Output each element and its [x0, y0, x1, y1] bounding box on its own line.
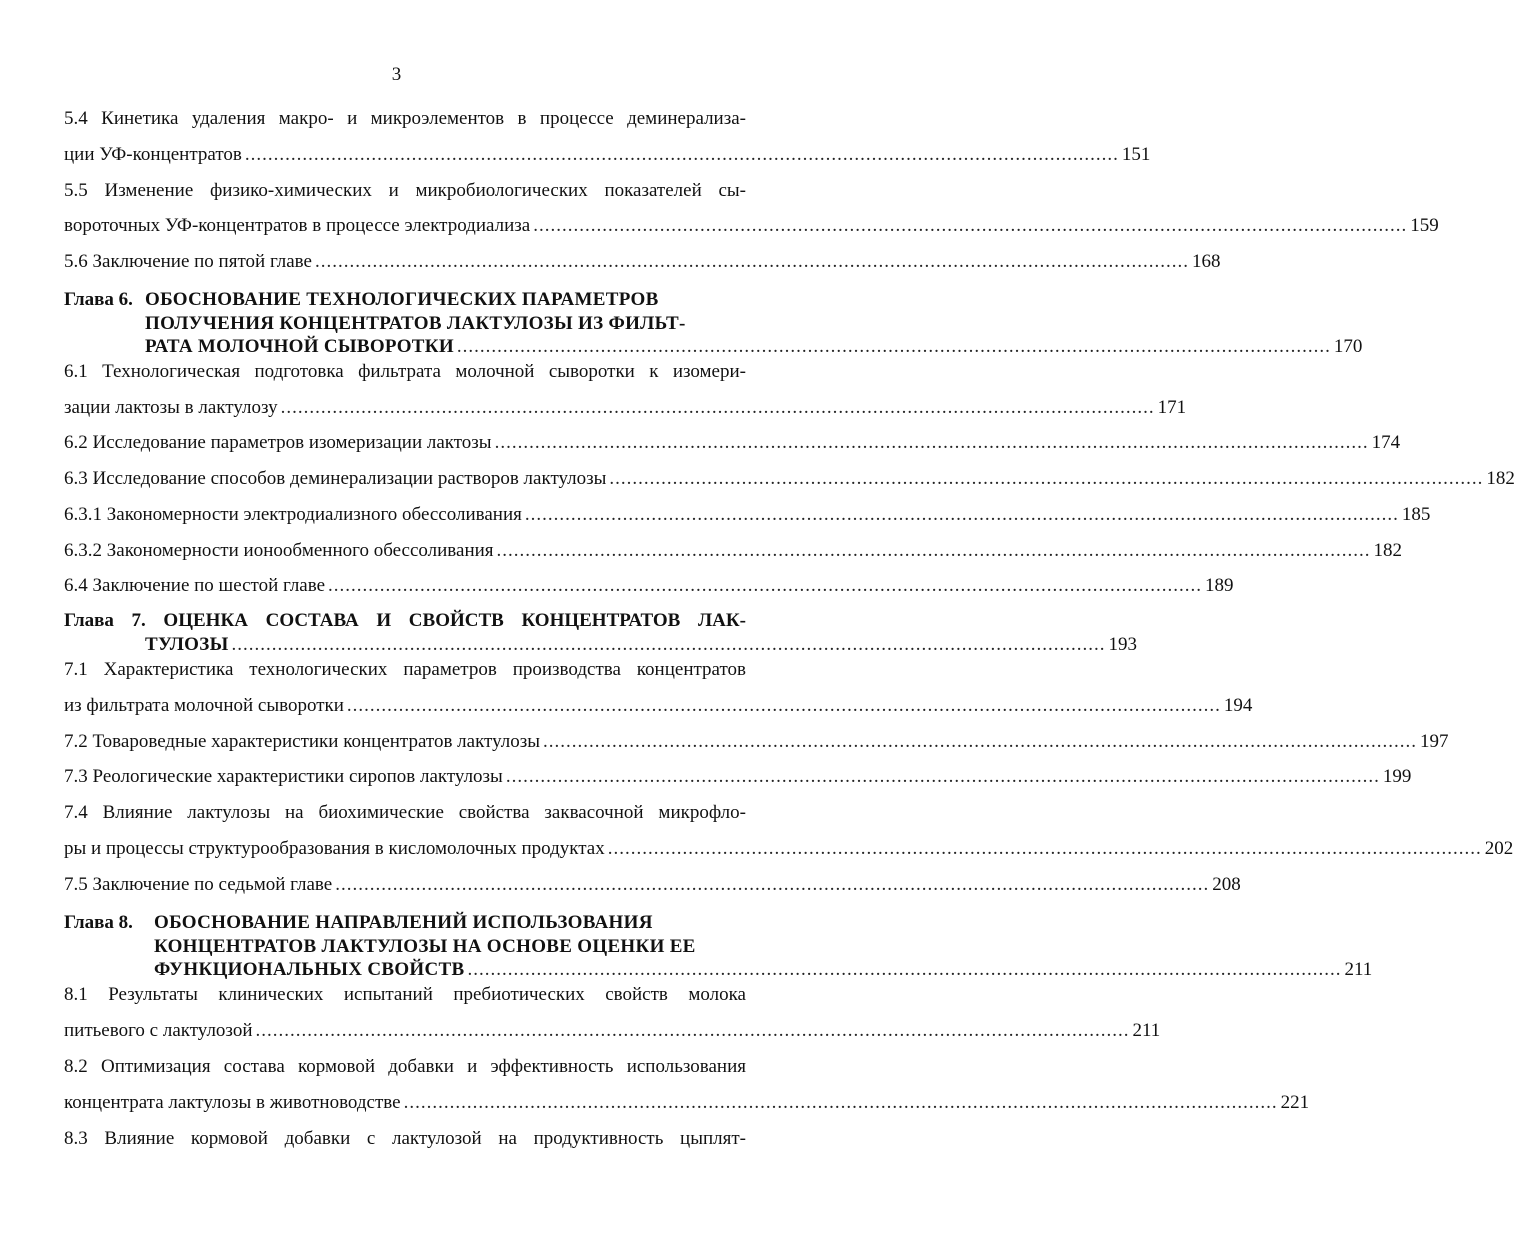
toc-entry-text: 7.3 Реологические характеристики сиропов лактулозы [64, 766, 503, 787]
dot-leader: ........................................................................................................................................................ [335, 874, 1210, 895]
toc-entry-text: 6.2 Исследование параметров изомеризации лактозы [64, 432, 492, 453]
toc-entry-text: из фильтрата молочной сыворотки [64, 695, 344, 716]
toc-chapter-7-line2 [145, 633, 1138, 657]
toc-page-number: 211 [1132, 1020, 1161, 1041]
dot-leader: ........................................................................................................................................................ [255, 1020, 1130, 1041]
chapter-title: ОБОСНОВАНИЕ НАПРАВЛЕНИЙ ИСПОЛЬЗОВАНИЯ [154, 912, 653, 933]
dot-leader: ........................................................................................................................................................ [494, 432, 1369, 453]
toc-page-number: 189 [1205, 575, 1234, 596]
toc-chapter-8-line2: КОНЦЕНТРАТОВ ЛАКТУЛОЗЫ НА ОСНОВЕ ОЦЕНКИ ЕЕ [154, 936, 696, 957]
toc-entry-text: 6.3 Исследование способов деминерализации растворов лактулозы [64, 468, 607, 489]
toc-page-number: 208 [1212, 874, 1241, 895]
toc-entry-6-3 [64, 467, 1515, 491]
toc-entry-8-1-line2 [64, 1019, 1161, 1043]
toc-entry-text: 6.4 Заключение по шестой главе [64, 575, 326, 596]
chapter-label: Глава 8. [64, 912, 133, 933]
toc-page-number: 193 [1108, 634, 1138, 655]
chapter-title: ФУНКЦИОНАЛЬНЫХ СВОЙСТВ [154, 959, 465, 980]
dot-leader: ........................................................................................................................................................ [346, 695, 1221, 716]
toc-entry-text: концентрата лактулозы в животноводстве [64, 1092, 401, 1113]
dot-leader: ........................................................................................................................................................ [467, 959, 1342, 980]
toc-entry-text: 7.2 Товароведные характеристики концентратов лактулозы [64, 731, 541, 752]
toc-page-number: 199 [1382, 766, 1412, 787]
toc-entry-7-1-line2 [64, 694, 1253, 718]
toc-entry-7-3 [64, 765, 1412, 789]
dot-leader: ........................................................................................................................................................ [314, 251, 1189, 272]
toc-entry-5-6 [64, 250, 1221, 274]
toc-page-number: 182 [1486, 468, 1515, 489]
toc-entry-8-1-line1: 8.1 Результаты клинических испытаний пребиотических свойств молока [64, 984, 746, 1005]
toc-page-number: 202 [1484, 838, 1514, 859]
dot-leader: ........................................................................................................................................................ [244, 144, 1119, 165]
toc-entry-5-5-line2 [64, 214, 1439, 238]
toc-entry-7-5 [64, 873, 1241, 897]
toc-chapter-6-line3 [145, 335, 1363, 359]
dot-leader: ........................................................................................................................................................ [328, 575, 1203, 596]
toc-entry-7-4-line1: 7.4 Влияние лактулозы на биохимические свойства заквасочной микрофло- [64, 802, 746, 823]
chapter-label: Глава 6. [64, 289, 133, 310]
toc-entry-6-3-2 [64, 539, 1403, 563]
dot-leader: ........................................................................................................................................................ [496, 540, 1371, 561]
toc-entry-7-1-line1: 7.1 Характеристика технологических параметров производства концентратов [64, 659, 746, 680]
dot-leader: ........................................................................................................................................................ [524, 504, 1399, 525]
toc-entry-text: 7.5 Заключение по седьмой главе [64, 874, 333, 895]
toc-chapter-8-line3 [154, 958, 1373, 982]
toc-page-number: 194 [1223, 695, 1253, 716]
dot-leader: ........................................................................................................................................................ [280, 397, 1155, 418]
toc-entry-text: 5.6 Заключение по пятой главе [64, 251, 312, 272]
dot-leader: ........................................................................................................................................................ [543, 731, 1418, 752]
toc-entry-6-1-line2 [64, 396, 1187, 420]
toc-entry-text: 6.3.1 Закономерности электродиализного обессоливания [64, 504, 522, 525]
toc-entry-text: ции УФ-концентратов [64, 144, 242, 165]
dot-leader: ........................................................................................................................................................ [607, 838, 1482, 859]
chapter-title: РАТА МОЛОЧНОЙ СЫВОРОТКИ [145, 336, 454, 357]
toc-entry-5-4-line2 [64, 143, 1151, 167]
toc-entry-7-4-line2 [64, 837, 1514, 861]
dot-leader: ........................................................................................................................................................ [505, 766, 1380, 787]
toc-page-number: 170 [1333, 336, 1363, 357]
toc-page-number: 174 [1371, 432, 1401, 453]
toc-entry-5-4-line1: 5.4 Кинетика удаления макро- и микроэлементов в процессе деминерализа- [64, 108, 746, 129]
dot-leader: ........................................................................................................................................................ [533, 215, 1408, 236]
toc-entry-6-2 [64, 431, 1401, 455]
dot-leader: ........................................................................................................................................................ [403, 1092, 1278, 1113]
toc-entry-text: 6.3.2 Закономерности ионообменного обессоливания [64, 540, 494, 561]
chapter-title: ТУЛОЗЫ [145, 634, 229, 655]
toc-entry-6-3-1 [64, 503, 1431, 527]
toc-entry-6-1-line1: 6.1 Технологическая подготовка фильтрата молочной сыворотки к изомери- [64, 361, 746, 382]
toc-chapter-6-line2: ПОЛУЧЕНИЯ КОНЦЕНТРАТОВ ЛАКТУЛОЗЫ ИЗ ФИЛЬТ- [145, 313, 686, 334]
toc-entry-text: ры и процессы структурообразования в кисломолочных продуктах [64, 838, 605, 859]
toc-entry-text: питьевого с лактулозой [64, 1020, 253, 1041]
dot-leader: ........................................................................................................................................................ [609, 468, 1484, 489]
toc-entry-text: зации лактозы в лактулозу [64, 397, 278, 418]
toc-page-number: 151 [1121, 144, 1151, 165]
toc-entry-8-2-line1: 8.2 Оптимизация состава кормовой добавки и эффективность использования [64, 1056, 746, 1077]
toc-page-number: 159 [1410, 215, 1439, 236]
toc-page-number: 185 [1401, 504, 1431, 525]
toc-page-number: 168 [1191, 251, 1221, 272]
toc-page-number: 221 [1280, 1092, 1310, 1113]
toc-entry-5-5-line1: 5.5 Изменение физико-химических и микробиологических показателей сы- [64, 180, 746, 201]
toc-page-number: 182 [1373, 540, 1403, 561]
toc-entry-7-2 [64, 730, 1449, 754]
page-number: 3 [391, 64, 402, 85]
toc-page-number: 211 [1344, 959, 1373, 980]
toc-chapter-7-line1: Глава 7. ОЦЕНКА СОСТАВА И СВОЙСТВ КОНЦЕНТРАТОВ ЛАК- [64, 610, 746, 631]
toc-page-number: 197 [1420, 731, 1449, 752]
toc-entry-6-4 [64, 574, 1234, 598]
toc-entry-8-2-line2 [64, 1091, 1310, 1115]
dot-leader: ........................................................................................................................................................ [231, 634, 1106, 655]
chapter-title: ОБОСНОВАНИЕ ТЕХНОЛОГИЧЕСКИХ ПАРАМЕТРОВ [145, 289, 659, 310]
toc-entry-text: вороточных УФ-концентратов в процессе электродиализа [64, 215, 531, 236]
dot-leader: ........................................................................................................................................................ [456, 336, 1331, 357]
toc-entry-8-3-line1: 8.3 Влияние кормовой добавки с лактулозой на продуктивность цыплят- [64, 1128, 746, 1149]
toc-page-number: 171 [1157, 397, 1187, 418]
